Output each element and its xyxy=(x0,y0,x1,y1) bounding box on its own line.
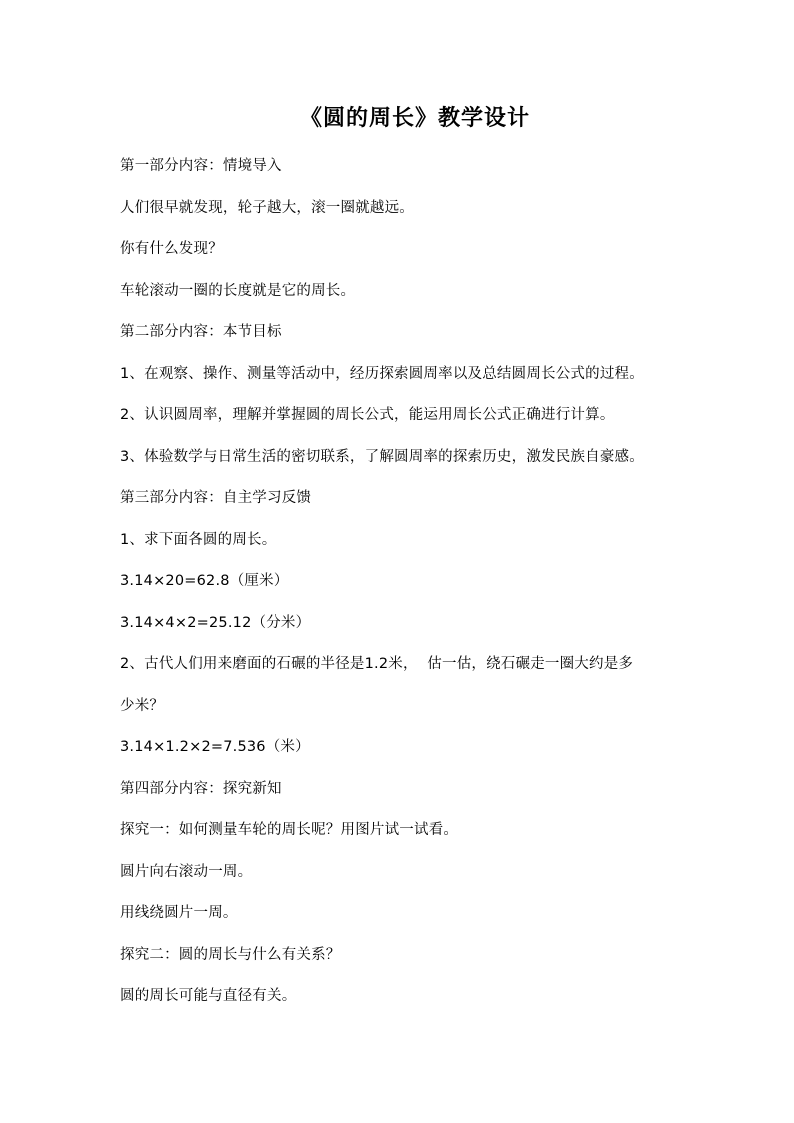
paragraph: 人们很早就发现，轮子越大，滚一圈就越远。 xyxy=(120,199,414,216)
exploration-item: 探究一：如何测量车轮的周长呢？用图片试一试看。 xyxy=(120,822,459,838)
section-heading-4: 第四部分内容：探究新知 xyxy=(120,780,282,797)
exercise-item-continued: 少米？ xyxy=(120,697,165,714)
formula-line: 3.14×4×2=25.12（分米） xyxy=(120,614,311,631)
exercise-item: 1、求下面各圆的周长。 xyxy=(120,531,277,548)
document-title: 《圆的周长》教学设计 xyxy=(299,106,530,131)
paragraph: 用线绕圆片一周。 xyxy=(120,905,238,921)
document-body xyxy=(120,154,720,1026)
formula-line: 3.14×20=62.8（厘米） xyxy=(120,573,289,589)
paragraph: 圆片向右滚动一周。 xyxy=(120,863,253,880)
formula-line: 3.14×1.2×2=7.536（米） xyxy=(120,739,310,755)
objective-item: 2、认识圆周率，理解并掌握圆的周长公式，能运用周长公式正确进行计算。 xyxy=(120,407,615,423)
section-heading-1: 第一部分内容：情境导入 xyxy=(120,158,282,174)
exercise-item: 2、古代人们用来磨面的石碾的半径是1.2米， 估一估，绕石碾走一圈大约是多 xyxy=(120,656,634,672)
exploration-item: 探究二：圆的周长与什么有关系？ xyxy=(120,946,341,963)
objective-item: 3、体验数学与日常生活的密切联系，了解圆周率的探索历史，激发民族自豪感。 xyxy=(120,448,644,465)
paragraph: 你有什么发现？ xyxy=(120,241,223,257)
section-heading-3: 第三部分内容：自主学习反馈 xyxy=(120,490,312,506)
paragraph: 圆的周长可能与直径有关。 xyxy=(120,988,297,1004)
paragraph: 车轮滚动一圈的长度就是它的周长。 xyxy=(120,282,356,299)
section-heading-2: 第二部分内容：本节目标 xyxy=(120,324,282,340)
objective-item: 1、在观察、操作、测量等活动中，经历探索圆周率以及总结圆周长公式的过程。 xyxy=(120,365,644,382)
